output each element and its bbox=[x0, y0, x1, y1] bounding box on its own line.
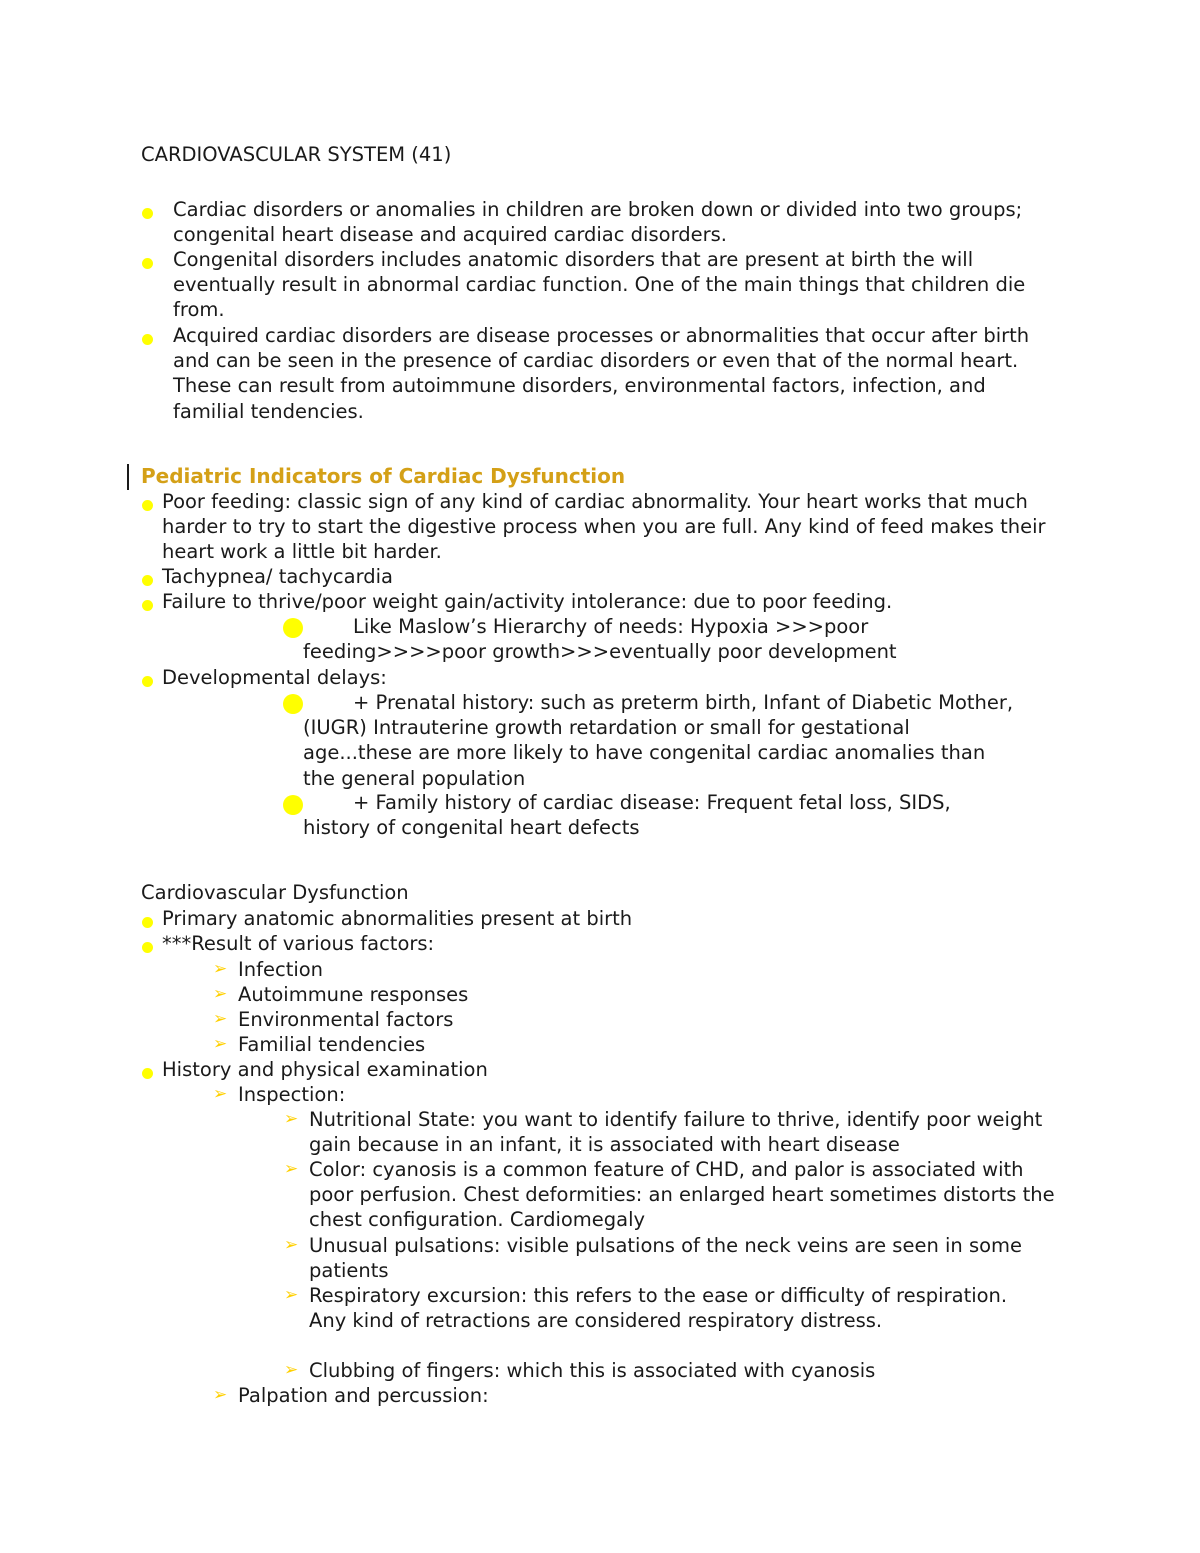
indicator-subitem: Like Maslow’s Hierarchy of needs: Hypoxia >>>poor feeding>>>>poor growth>>>eventually poor development bbox=[303, 615, 897, 664]
arrow-bullet-icon: ➢ bbox=[284, 1235, 299, 1255]
section-heading-dysfunction: Cardiovascular Dysfunction bbox=[141, 881, 409, 904]
inspection-item: Nutritional State: you want to identify failure to thrive, identify poor weight gain because in an infant, it is associated with heart disease bbox=[309, 1108, 1043, 1157]
indicator-item: Poor feeding: classic sign of any kind of cardiac abnormality. Your heart works that much harder to try to start the digestive process when you are full. Any kind of feed makes their heart work a little bit harder. bbox=[162, 490, 1046, 564]
indicator-subitem: + Prenatal history: such as preterm birth, Infant of Diabetic Mother, (IUGR) Intrauterine growth retardation or small for gestational age...these are more likely to have congenital cardiac anomalies than the general population bbox=[303, 691, 1014, 790]
intro-item: Congenital disorders includes anatomic disorders that are present at birth the will eventually result in abnormal cardiac function. One of the main things that children die from. bbox=[173, 248, 1026, 322]
dysfunction-item: Primary anatomic abnormalities present at birth bbox=[162, 907, 633, 930]
document-title: CARDIOVASCULAR SYSTEM (41) bbox=[141, 143, 452, 166]
arrow-bullet-icon: ➢ bbox=[213, 1034, 228, 1054]
bullet-icon bbox=[142, 600, 153, 611]
text-cursor bbox=[127, 464, 129, 490]
bullet-icon bbox=[283, 618, 303, 638]
inspection-item: Respiratory excursion: this refers to the ease or difficulty of respiration. Any kind of retractions are considered respiratory distress. bbox=[309, 1284, 1008, 1333]
bullet-icon bbox=[142, 334, 153, 345]
bullet-icon bbox=[142, 208, 153, 219]
palpation-label: Palpation and percussion: bbox=[238, 1384, 489, 1407]
dysfunction-item: ***Result of various factors: bbox=[162, 932, 435, 955]
arrow-bullet-icon: ➢ bbox=[284, 1109, 299, 1129]
bullet-icon bbox=[142, 575, 153, 586]
arrow-bullet-icon: ➢ bbox=[284, 1159, 299, 1179]
indicator-item: Failure to thrive/poor weight gain/activity intolerance: due to poor feeding. bbox=[162, 590, 893, 613]
indicator-item: Tachypnea/ tachycardia bbox=[162, 565, 394, 588]
factor-item: Familial tendencies bbox=[238, 1033, 426, 1056]
bullet-icon bbox=[142, 676, 153, 687]
indicator-subitem: + Family history of cardiac disease: Frequent fetal loss, SIDS, history of congenital heart defects bbox=[303, 791, 951, 840]
bullet-icon bbox=[142, 1068, 153, 1079]
intro-item: Acquired cardiac disorders are disease processes or abnormalities that occur after birth and can be seen in the presence of cardiac disorders or even that of the normal heart. These can result from autoimmune disorders, environmental factors, infection, and familial tendencies. bbox=[173, 324, 1030, 423]
bullet-icon bbox=[142, 942, 153, 953]
arrow-bullet-icon: ➢ bbox=[213, 959, 228, 979]
inspection-item: Color: cyanosis is a common feature of CHD, and palor is associated with poor perfusion. Chest deformities: an enlarged heart sometimes distorts the chest configuration. Cardiomegaly bbox=[309, 1158, 1055, 1232]
factor-item: Environmental factors bbox=[238, 1008, 454, 1031]
arrow-bullet-icon: ➢ bbox=[213, 984, 228, 1004]
arrow-bullet-icon: ➢ bbox=[213, 1009, 228, 1029]
intro-item: Cardiac disorders or anomalies in children are broken down or divided into two groups; congenital heart disease and acquired cardiac disorders. bbox=[173, 198, 1023, 247]
arrow-bullet-icon: ➢ bbox=[213, 1084, 228, 1104]
bullet-icon bbox=[142, 258, 153, 269]
bullet-icon bbox=[283, 694, 303, 714]
dysfunction-item: History and physical examination bbox=[162, 1058, 488, 1081]
arrow-bullet-icon: ➢ bbox=[284, 1285, 299, 1305]
section-heading-indicators: Pediatric Indicators of Cardiac Dysfunction bbox=[141, 464, 626, 488]
factor-item: Infection bbox=[238, 958, 324, 981]
factor-item: Autoimmune responses bbox=[238, 983, 469, 1006]
bullet-icon bbox=[283, 795, 303, 815]
inspection-label: Inspection: bbox=[238, 1083, 346, 1106]
arrow-bullet-icon: ➢ bbox=[284, 1360, 299, 1380]
inspection-item: Clubbing of fingers: which this is associated with cyanosis bbox=[309, 1359, 876, 1382]
arrow-bullet-icon: ➢ bbox=[213, 1385, 228, 1405]
indicator-item: Developmental delays: bbox=[162, 666, 387, 689]
bullet-icon bbox=[142, 500, 153, 511]
bullet-icon bbox=[142, 917, 153, 928]
inspection-item: Unusual pulsations: visible pulsations of the neck veins are seen in some patients bbox=[309, 1234, 1023, 1283]
